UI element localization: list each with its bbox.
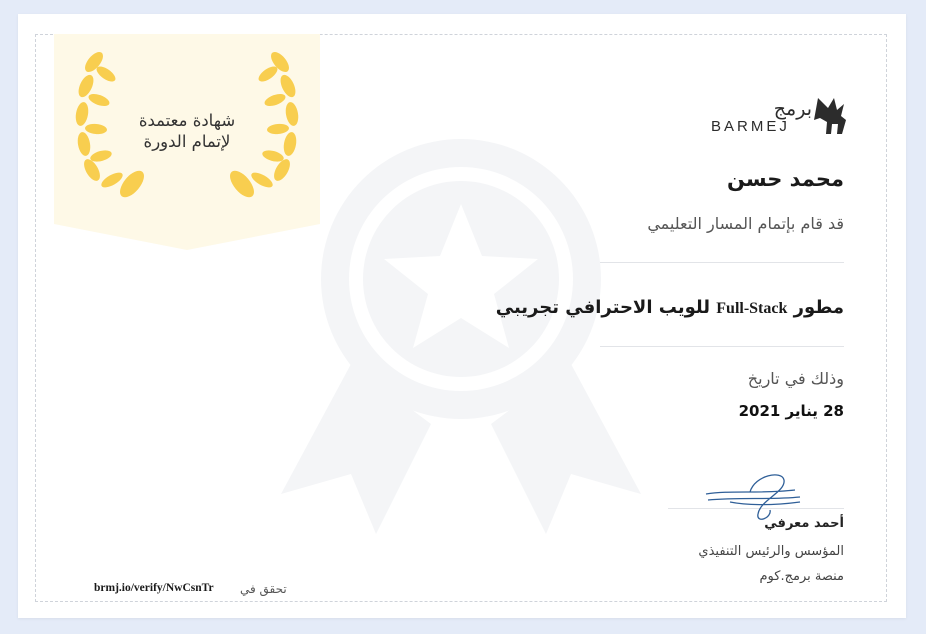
badge-line-2: لإتمام الدورة — [143, 132, 231, 151]
recipient-name: محمد حسن — [726, 167, 844, 191]
signer-name: أحمد معرفي — [764, 516, 844, 531]
course-title-word: مطور — [793, 297, 844, 318]
badge-line-1: شهادة معتمدة — [138, 111, 236, 130]
divider — [600, 262, 844, 263]
certificate-card — [18, 14, 906, 618]
completion-date: 28 يناير 2021 — [738, 402, 844, 420]
verify-link[interactable]: brmj.io/verify/NwCsnTr — [94, 582, 214, 594]
course-title-rest: للويب الاحترافي تجريبي — [495, 297, 710, 318]
verify-label: تحقق في — [240, 582, 287, 596]
divider — [600, 346, 844, 347]
course-title-en: Full-Stack — [716, 300, 788, 317]
course-title — [496, 297, 844, 318]
completion-intro: قد قام بإتمام المسار التعليمي — [647, 214, 844, 233]
logo-english: BARMEJ — [711, 118, 790, 135]
logo-arabic: برمج — [773, 98, 812, 120]
signer-organization: منصة برمج.كوم — [759, 569, 844, 584]
date-label: وذلك في تاريخ — [747, 369, 844, 388]
signer-role: المؤسس والرئيس التنفيذي — [698, 544, 844, 559]
certificate-badge-title — [102, 110, 272, 152]
